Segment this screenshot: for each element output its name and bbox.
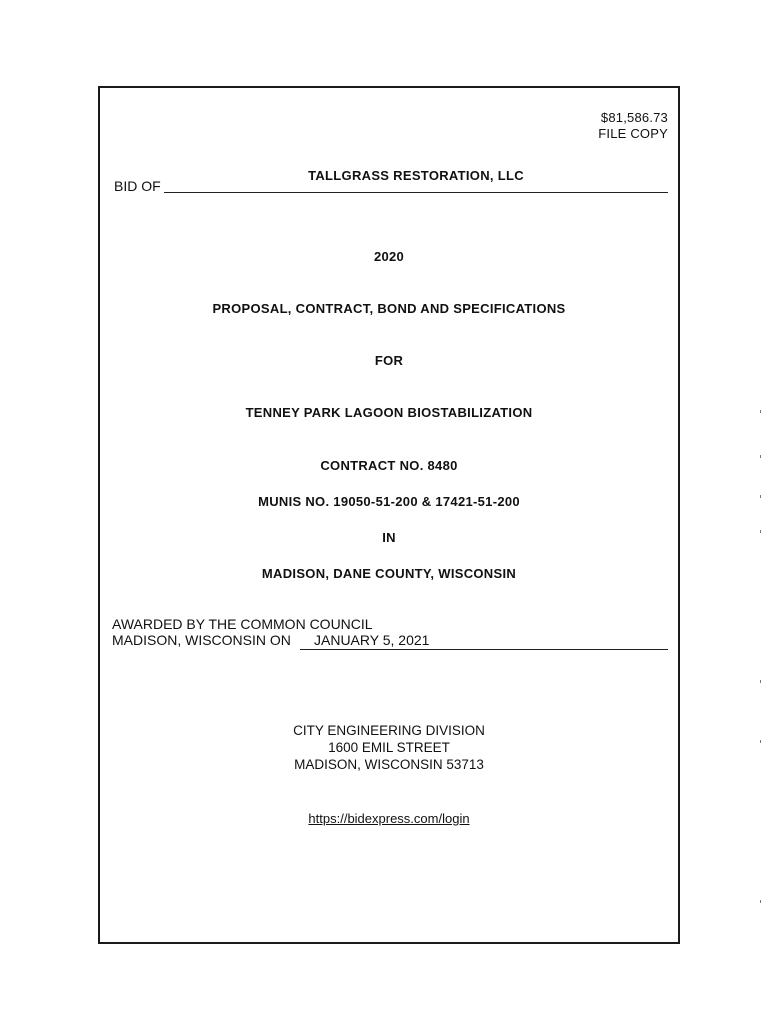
title-for: FOR [374, 353, 404, 368]
title-contract-no: CONTRACT NO. 8480 [320, 458, 458, 473]
office-block [100, 722, 678, 773]
scan-speck [760, 530, 761, 533]
scan-speck [760, 900, 761, 903]
title-project: TENNEY PARK LAGOON BIOSTABILIZATION [245, 405, 533, 420]
bid-of-label: BID OF [114, 178, 161, 194]
office-url-row [100, 810, 678, 828]
office-name: CITY ENGINEERING DIVISION [293, 723, 485, 738]
award-date-rule [300, 649, 668, 650]
award-date: JANUARY 5, 2021 [314, 632, 430, 648]
document-frame [98, 86, 680, 944]
bid-of-rule [164, 192, 668, 193]
office-street: 1600 EMIL STREET [328, 740, 450, 755]
scan-speck [760, 495, 761, 498]
scan-speck [760, 455, 761, 458]
title-year: 2020 [373, 249, 405, 264]
office-url-link[interactable]: https://bidexpress.com/login [308, 811, 470, 826]
award-line2-label: MADISON, WISCONSIN ON [112, 632, 291, 648]
scan-speck [760, 740, 761, 743]
office-city: MADISON, WISCONSIN 53713 [294, 757, 484, 772]
bidder-name: TALLGRASS RESTORATION, LLC [308, 168, 524, 183]
scan-speck [760, 410, 761, 413]
title-location: MADISON, DANE COUNTY, WISCONSIN [261, 566, 517, 581]
header-amount: $81,586.73 [600, 110, 668, 125]
award-line1: AWARDED BY THE COMMON COUNCIL [112, 616, 373, 632]
title-munis-no: MUNIS NO. 19050-51-200 & 17421-51-200 [258, 494, 520, 509]
title-in: IN [382, 530, 396, 545]
header-file-copy: FILE COPY [598, 126, 668, 141]
title-doc-type: PROPOSAL, CONTRACT, BOND AND SPECIFICATIONS [212, 301, 566, 316]
scan-speck [760, 680, 761, 683]
